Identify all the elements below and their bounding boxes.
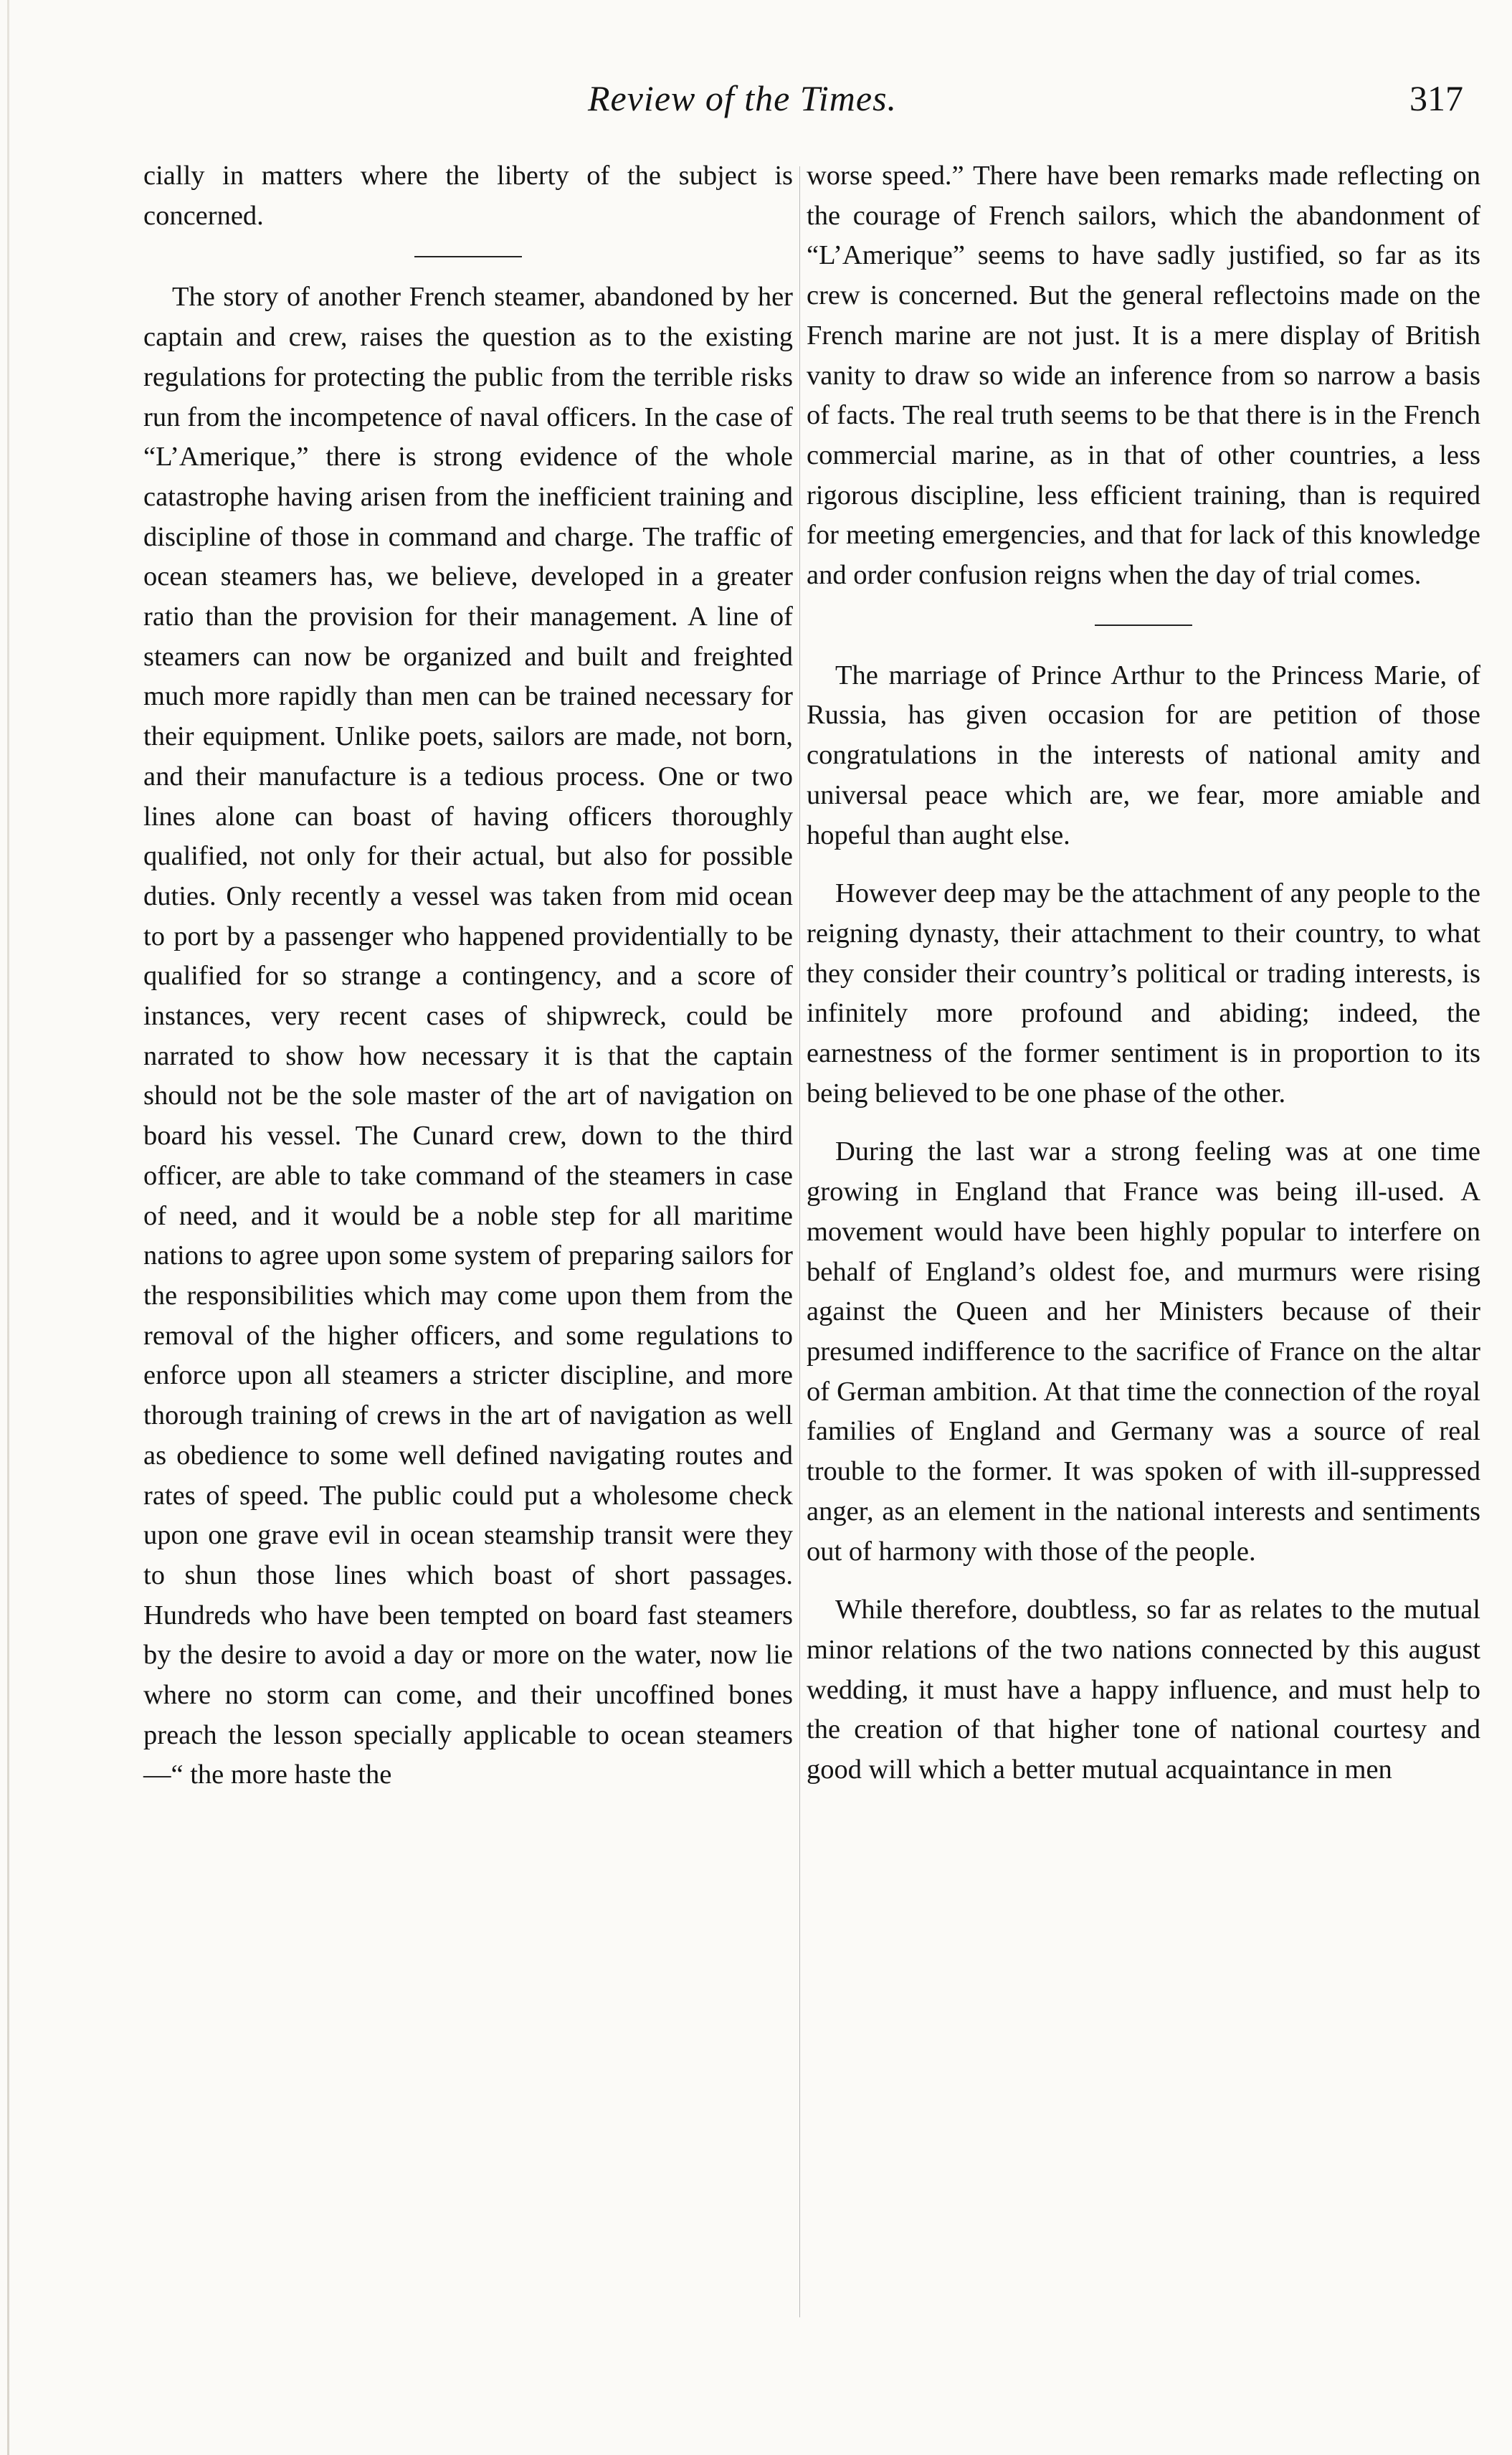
paragraph-wedding-influence: While therefore, doubtless, so far as relates to the mutual minor relations of the two nations connected by this august wedding, it must have a happy influence, and must help to the creation of that higher tone of national courtesy and good will which a better mutual acquaintance in men: [807, 1595, 1480, 1785]
page-number: 317: [1409, 78, 1463, 118]
right-column: [807, 156, 1480, 1790]
left-column: [143, 156, 793, 1795]
page-header: [0, 77, 1512, 128]
paragraph-last-war: During the last war a strong feeling was at one time growing in England that France was being ill-used. A movement would have been highly popular to interfere on behalf of England’s oldest foe, and murmurs were rising against the Queen and her Ministers because of their presumed indifference to the sacrifice of France on the altar of German ambition. At that time the connection of the royal families of England and Germany was a source of real trouble to the former. It was spoken of with ill-suppressed anger, as an element in the national interests and sentiments out of harmony with those of the people.: [807, 1136, 1480, 1567]
paragraph-continued: cially in matters where the liberty of the subject is concerned.: [143, 161, 793, 231]
section-divider: [1095, 625, 1192, 626]
page-edge: [7, 0, 9, 2455]
paragraph-spacer: [807, 1113, 1480, 1132]
section-divider: [414, 256, 522, 257]
paragraph-spacer: [807, 855, 1480, 874]
paragraph-royal-marriage: The marriage of Prince Arthur to the Princess Marie, of Russia, has given occasion for are petition of those congratulations in the interests of national amity and universal peace which are, we fear, more amiable and hopeful than aught else.: [807, 660, 1480, 850]
running-title: Review of the Times.: [588, 78, 898, 118]
paragraph-french-steamer: The story of another French steamer, abandoned by her captain and crew, raises the question as to the existing regulations for protecting the public from the terrible risks run from the incompetence of naval officers. In the case of “L’Amerique,” there is strong evidence of the whole catastrophe having arisen from the inefficient training and discipline of those in command and charge. The traffic of ocean steamers has, we believe, developed in a greater ratio than the provision for their management. A line of steamers can now be organized and built and freighted much more rapidly than men can be trained necessary for their equipment. Unlike poets, sailors are made, not born, and their manufacture is a tedious process. One or two lines alone can boast of having officers thoroughly qualified, not only for their actual, but also for possible duties. Only recently a vessel was taken from mid ocean to port by a passenger who happened providentially to be qualified for so strange a contingency, and a score of instances, very recent cases of shipwreck, could be narrated to show how necessary it is that the captain should not be the sole master of the art of navigation on board his vessel. The Cunard crew, down to the third officer, are able to take command of the steamers in case of need, and it would be a noble step for all maritime nations to agree upon some system of preparing sailors for the responsibilities which may come upon them from the removal of the higher officers, and some regulations to enforce upon all steamers a stricter discipline, and more thorough training of crews in the art of navigation as well as obedience to some well defined navigating routes and rates of speed. The public could put a wholesome check upon one grave evil in ocean steamship transit were they to shun those lines which boast of short passages. Hundreds who have been tempted on board fast steamers by the desire to avoid a day or more on the water, now lie where no storm can come, and their uncoffined bones preach the lesson specially applicable to ocean steamers—“ the more haste the: [143, 282, 793, 1790]
paragraph-worse-speed: worse speed.” There have been remarks made reflecting on the courage of French sailors, which the abandonment of “L’Amerique” seems to have sadly justified, so far as its crew is concerned. But the general reflectoins made on the French marine are not just. It is a mere display of British vanity to draw so wide an inference from so narrow a basis of facts. The real truth seems to be that there is in the French commercial marine, as in that of other countries, a less rigorous discipline, less efficient training, than is required for meeting emergencies, and that for lack of this knowledge and order confusion reigns when the day of trial comes.: [807, 161, 1480, 591]
column-gutter-line: [799, 166, 800, 2317]
paragraph-attachment: However deep may be the attachment of any people to the reigning dynasty, their attachment to their country, to what they consider their country’s political or trading interests, is infinitely more profound and abiding; indeed, the earnestness of the former sentiment is in proportion to its being believed to be one phase of the other.: [807, 878, 1480, 1108]
paragraph-spacer: [807, 1572, 1480, 1590]
